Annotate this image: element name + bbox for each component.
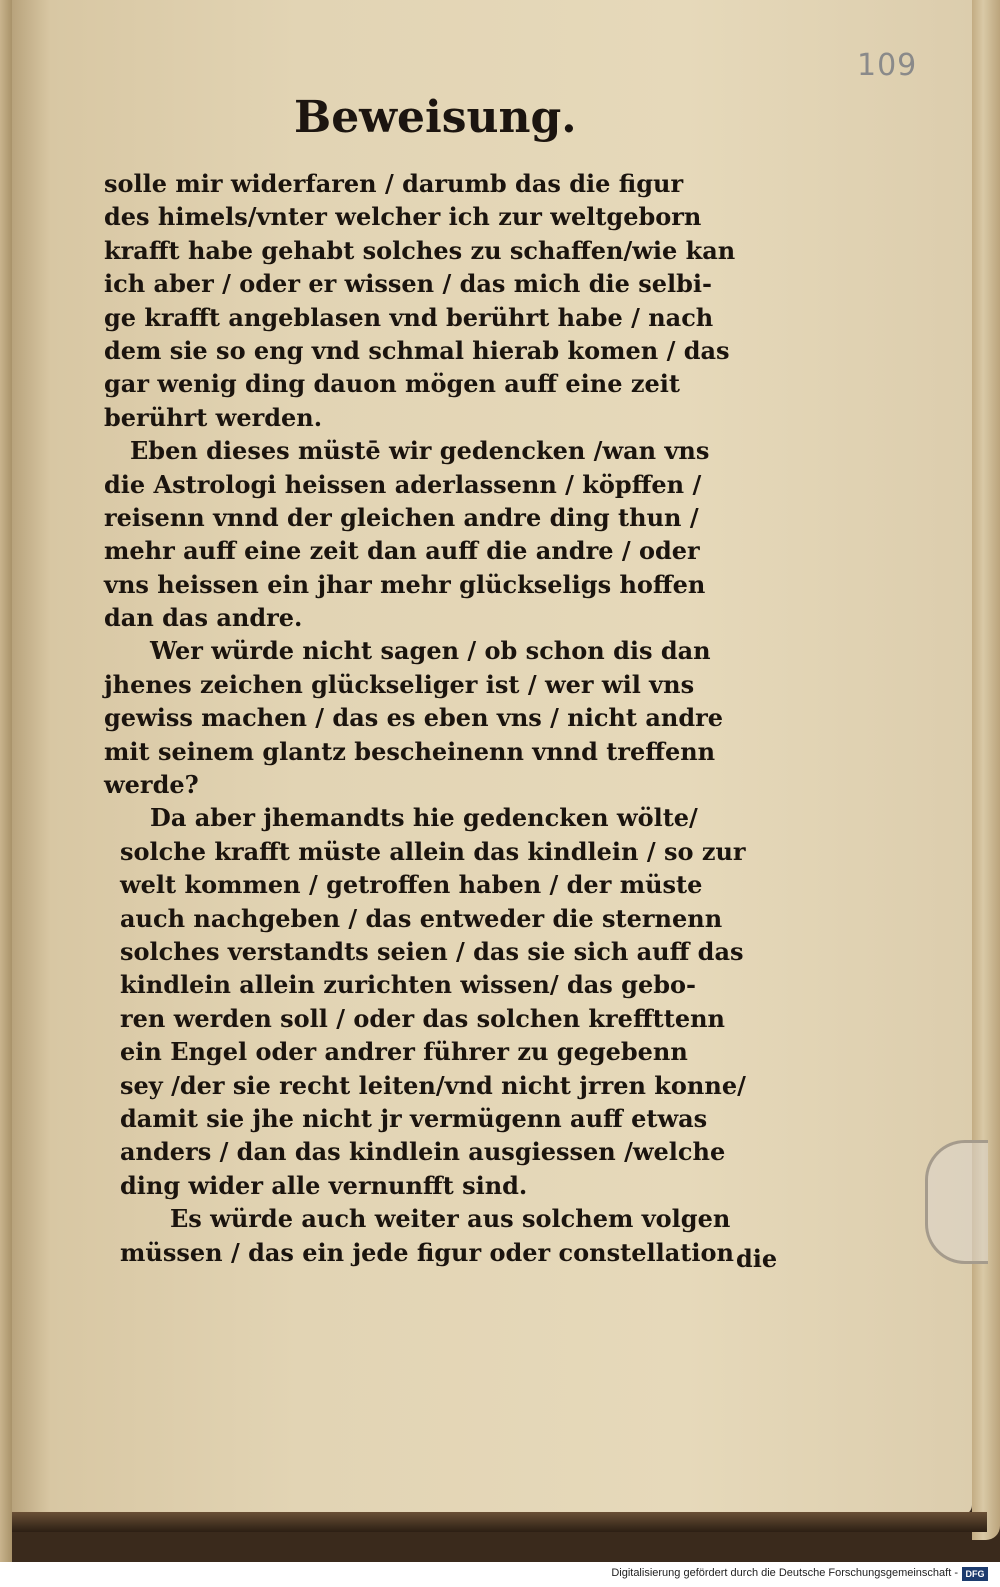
text-line: solche krafft müste allein das kindlein / so zur	[120, 836, 746, 866]
text-line: auch nachgeben / das entweder die sternenn	[120, 903, 723, 933]
text-line: anders / dan das kindlein ausgiessen /welche	[120, 1137, 726, 1167]
text-line: ich aber / oder er wissen / das mich die selbi-	[104, 269, 712, 299]
digitization-footer	[0, 1562, 1000, 1587]
book-page	[12, 0, 972, 1515]
text-line: krafft habe gehabt solches zu schaffen/wie kan	[104, 235, 736, 265]
body-text	[104, 167, 794, 1269]
text-line: kindlein allein zurichten wissen/ das gebo-	[120, 970, 696, 1000]
text-line: gar wenig ding dauon mögen auff eine zeit	[104, 369, 680, 399]
text-line: mehr auff eine zeit dan auff die andre / oder	[104, 536, 700, 566]
page-clip	[925, 1140, 988, 1264]
running-head: Beweisung.	[294, 92, 577, 143]
right-page-edge	[972, 0, 1000, 1540]
text-line: Wer würde nicht sagen / ob schon dis dan	[150, 636, 711, 666]
text-line: ge krafft angeblasen vnd berührt habe / nach	[104, 302, 714, 332]
text-line: dan das andre.	[104, 603, 303, 633]
text-line: Es würde auch weiter aus solchem volgen	[170, 1204, 731, 1234]
footer-credit: Digitalisierung gefördert durch die Deutsche Forschungsgemeinschaft -	[611, 1567, 958, 1579]
text-line: vns heissen ein jhar mehr glückseligs hoffen	[104, 569, 706, 599]
bottom-page-edge	[12, 1512, 987, 1532]
text-line: ding wider alle vernunfft sind.	[120, 1170, 528, 1200]
folio-number: 109	[857, 48, 918, 83]
text-line: jhenes zeichen glückseliger ist / wer wil vns	[104, 669, 695, 699]
catchword: die	[736, 1244, 778, 1273]
text-line: mit seinem glantz bescheinenn vnnd treffenn	[104, 736, 716, 766]
text-line: müssen / das ein jede figur oder constellation	[120, 1237, 734, 1267]
text-line: des himels/vnter welcher ich zur weltgeborn	[104, 202, 702, 232]
text-line: sey /der sie recht leiten/vnd nicht jrren konne/	[120, 1070, 746, 1100]
dfg-logo: DFG	[962, 1567, 988, 1581]
text-line: gewiss machen / das es eben vns / nicht andre	[104, 703, 724, 733]
text-line: ein Engel oder andrer führer zu gegebenn	[120, 1037, 688, 1067]
text-line: ren werden soll / oder das solchen kreffttenn	[120, 1003, 725, 1033]
text-line: reisenn vnnd der gleichen andre ding thun /	[104, 502, 699, 532]
text-line: solches verstandts seien / das sie sich auff das	[120, 936, 744, 966]
text-line: damit sie jhe nicht jr vermügenn auff etwas	[120, 1103, 708, 1133]
text-line: werde?	[104, 770, 199, 800]
text-line: die Astrologi heissen aderlassenn / köpffen /	[104, 469, 702, 499]
text-line: Eben dieses müstē wir gedencken /wan vns	[130, 436, 710, 466]
text-line: berührt werden.	[104, 402, 323, 432]
text-line: welt kommen / getroffen haben / der müste	[120, 870, 703, 900]
text-line: Da aber jhemandts hie gedencken wölte/	[150, 803, 698, 833]
text-line: solle mir widerfaren / darumb das die figur	[104, 169, 684, 198]
left-page-edge	[0, 0, 12, 1562]
text-line: dem sie so eng vnd schmal hierab komen / das	[104, 335, 730, 365]
